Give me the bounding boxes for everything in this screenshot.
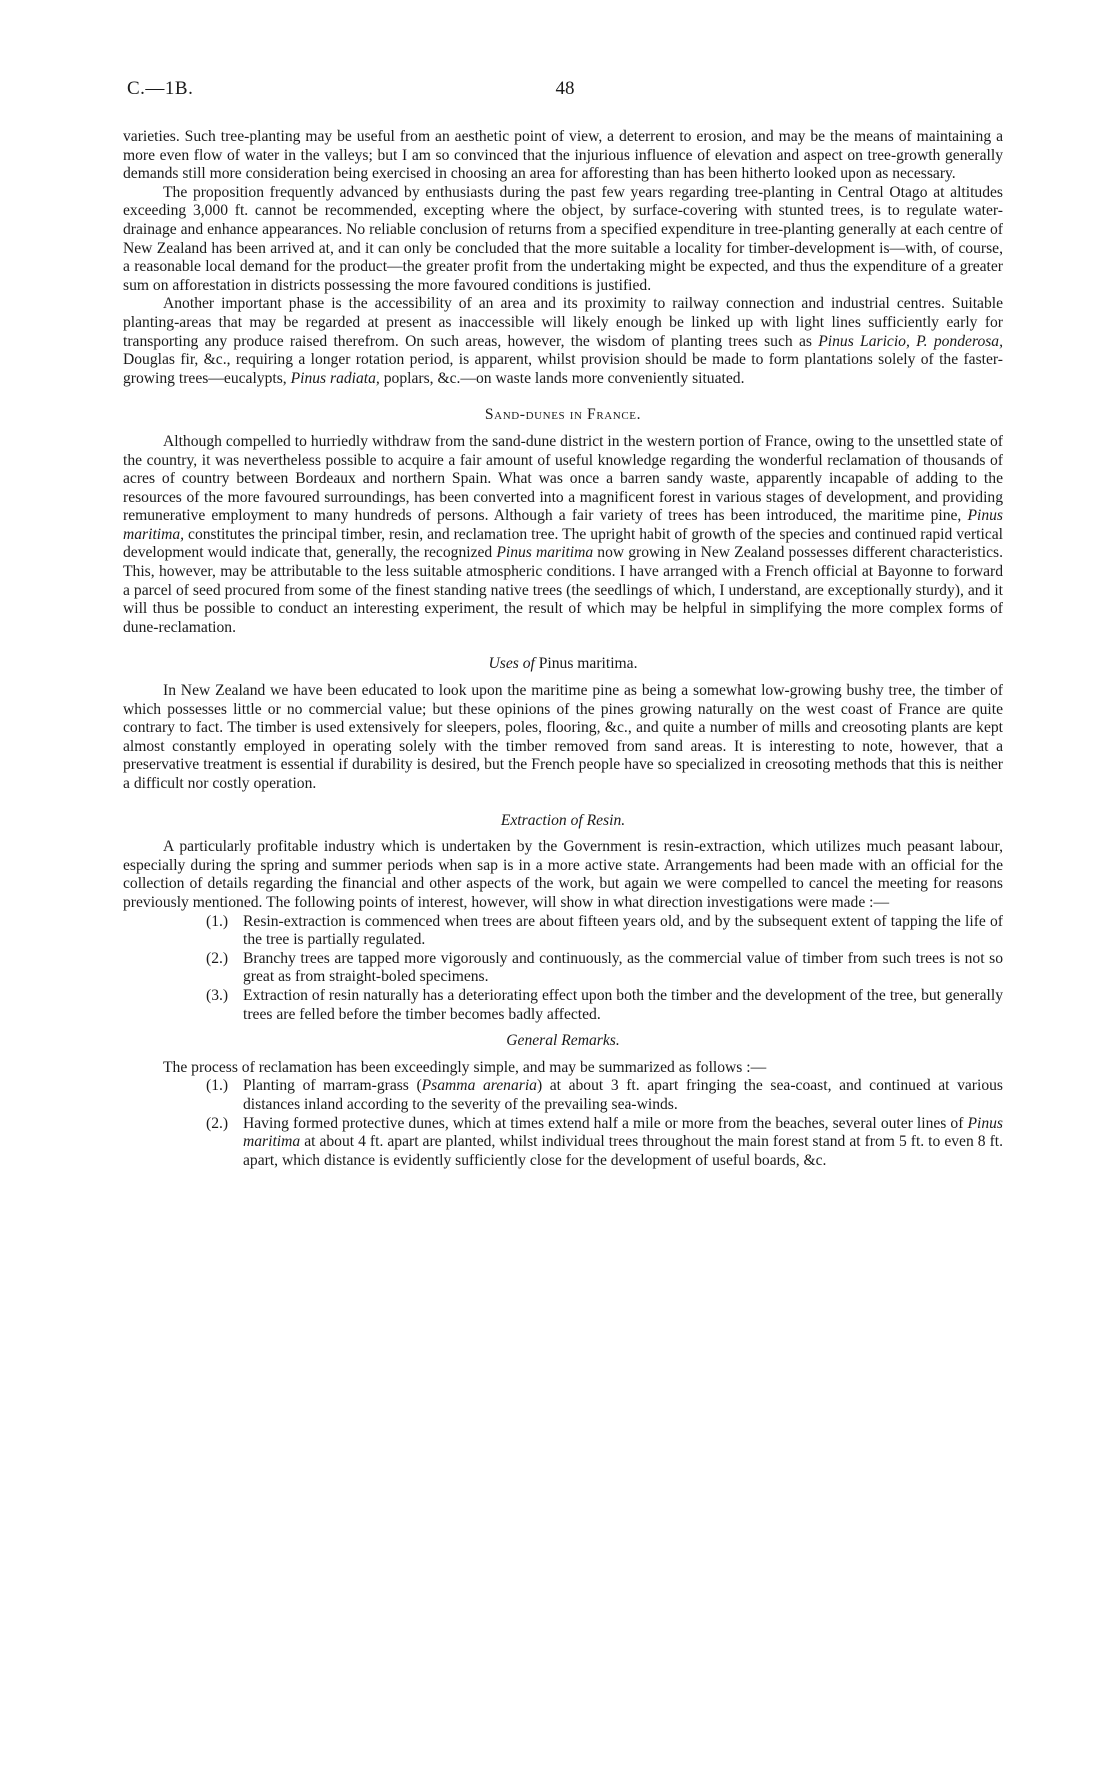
paragraph-accessibility: Another important phase is the accessibility of an area and its proximity to railway connection and industrial centres. Suitable planting-areas that may be regarded at present as inaccessible will likely enough be linked up with light lines sufficiently early for transporting any produce raised therefrom. On such areas, however, the wisdom of planting trees such as Pinus Laricio, P. ponderosa, Douglas fir, &c., requiring a longer rotation period, is apparent, whilst provision should be made to form plantations solely of the faster-growing trees—eucalypts, Pinus radiata, poplars, &c.—on waste lands more conveniently situated. — [123, 295, 1003, 387]
page-number: 48 — [555, 78, 575, 99]
running-header — [127, 78, 1003, 102]
list-item: (1.) Resin-extraction is commenced when trees are about fifteen years old, and by the subsequent extent of tapping the life of the tree is partially regulated. — [206, 912, 1003, 949]
heading-uses-pinus: Uses of Pinus maritima. — [488, 655, 638, 673]
list-item: (2.) Having formed protective dunes, which at times extend half a mile or more from the beaches, several outer lines of Pinus maritima at about 4 ft. apart are planted, whilst individual trees throughout the main forest stand at from 5 ft. to even 8 ft. apart, which distance is evidently sufficiently close for the development of useful boards, &c. — [206, 1114, 1003, 1169]
paragraph-sand-dunes: Although compelled to hurriedly withdraw from the sand-dune district in the western portion of France, owing to the unsettled state of the country, it was nevertheless possible to acquire a fair amount of useful knowledge regarding the wonderful reclamation of thousands of acres of country between Bordeaux and northern Spain. What was once a barren sandy waste, apparently incapable of adding to the resources of the more favoured surroundings, has been converted into a magnificent forest in various stages of development, and providing remunerative employment to many hundreds of persons. Although a fair variety of trees has been introduced, the maritime pine, Pinus maritima, constitutes the principal timber, resin, and reclamation tree. The upright habit of growth of the species and continued rapid vertical development would indicate that, generally, the recognized Pinus maritima now growing in New Zealand possesses different characteristics. This, however, may be attributable to the less suitable atmospheric conditions. I have arranged with a French official at Bayonne to forward a parcel of seed procured from some of the finest standing native trees (the seedlings of which, I understand, are exceptionally sturdy), and it will thus be possible to conduct an interesting experiment, the result of which may be helpful in simplifying the more complex forms of dune-reclamation. — [123, 432, 1003, 636]
paragraph-continuation: varieties. Such tree-planting may be useful from an aesthetic point of view, a deterrent to erosion, and may be the means of maintaining a more even flow of water in the valleys; but I am so convinced that the injurious influence of elevation and aspect on tree-growth generally demands still more consideration being exercised in choosing an area for afforesting than has been hitherto looked upon as necessary. — [123, 128, 1003, 183]
paragraph-central-otago: The proposition frequently advanced by enthusiasts during the past few years regarding tree-planting in Central Otago at altitudes exceeding 3,000 ft. cannot be recommended, excepting where the object, by surface-covering with stunted trees, is to regulate water-drainage and enhance appearances. No reliable conclusion of returns from a specified expenditure in tree-planting generally at each centre of New Zealand has been arrived at, and it can only be concluded that the more suitable a locality for timber-development is—with, of course, a reasonable local demand for the product—the greater profit from the undertaking might be expected, and thus the expenditure of a greater sum on afforestation in districts possessing the more favoured conditions is justified. — [123, 183, 1003, 294]
document-code: C.—1B. — [127, 78, 194, 99]
body-text — [123, 128, 1003, 1170]
paragraph-resin: A particularly profitable industry which is undertaken by the Government is resin-extraction, which utilizes much peasant labour, especially during the spring and summer periods when sap is in a more active state. Arrangements had been made with an official for the collection of details regarding the financial and other aspects of the work, but again we were compelled to cancel the meeting for reasons previously mentioned. The following points of interest, however, will show in what direction investigations were made :— — [123, 838, 1003, 911]
list-item: (3.) Extraction of resin naturally has a deteriorating effect upon both the timber and the development of the tree, but generally trees are felled before the timber becomes badly affected. — [206, 986, 1003, 1023]
heading-sand-dunes: Sand-dunes in France. — [484, 406, 642, 424]
list-item: (2.) Branchy trees are tapped more vigorously and continuously, as the commercial value of timber from such trees is not so great as from straight-boled specimens. — [206, 949, 1003, 986]
list-item: (1.) Planting of marram-grass (Psamma arenaria) at about 3 ft. apart fringing the sea-coast, and continued at various distances inland according to the severity of the prevailing sea-winds. — [206, 1077, 1003, 1113]
heading-extraction-resin: Extraction of Resin. — [500, 811, 626, 829]
heading-general-remarks: General Remarks. — [506, 1032, 620, 1050]
paragraph-uses: In New Zealand we have been educated to look upon the maritime pine as being a somewhat low-growing bushy tree, the timber of which possesses little or no commercial value; but these opinions of the pines growing naturally on the west coast of France are quite contrary to fact. The timber is used extensively for sleepers, poles, flooring, &c., and quite a number of mills and creosoting plants are kept almost constantly employed in operating solely with the timber removed from sand areas. It is interesting to note, however, that a preservative treatment is essential if durability is desired, but the French people have so specialized in creosoting methods that this is neither a difficult nor costly operation. — [123, 682, 1003, 792]
paragraph-remarks: The process of reclamation has been exceedingly simple, and may be summarized as follows :— — [163, 1058, 767, 1076]
